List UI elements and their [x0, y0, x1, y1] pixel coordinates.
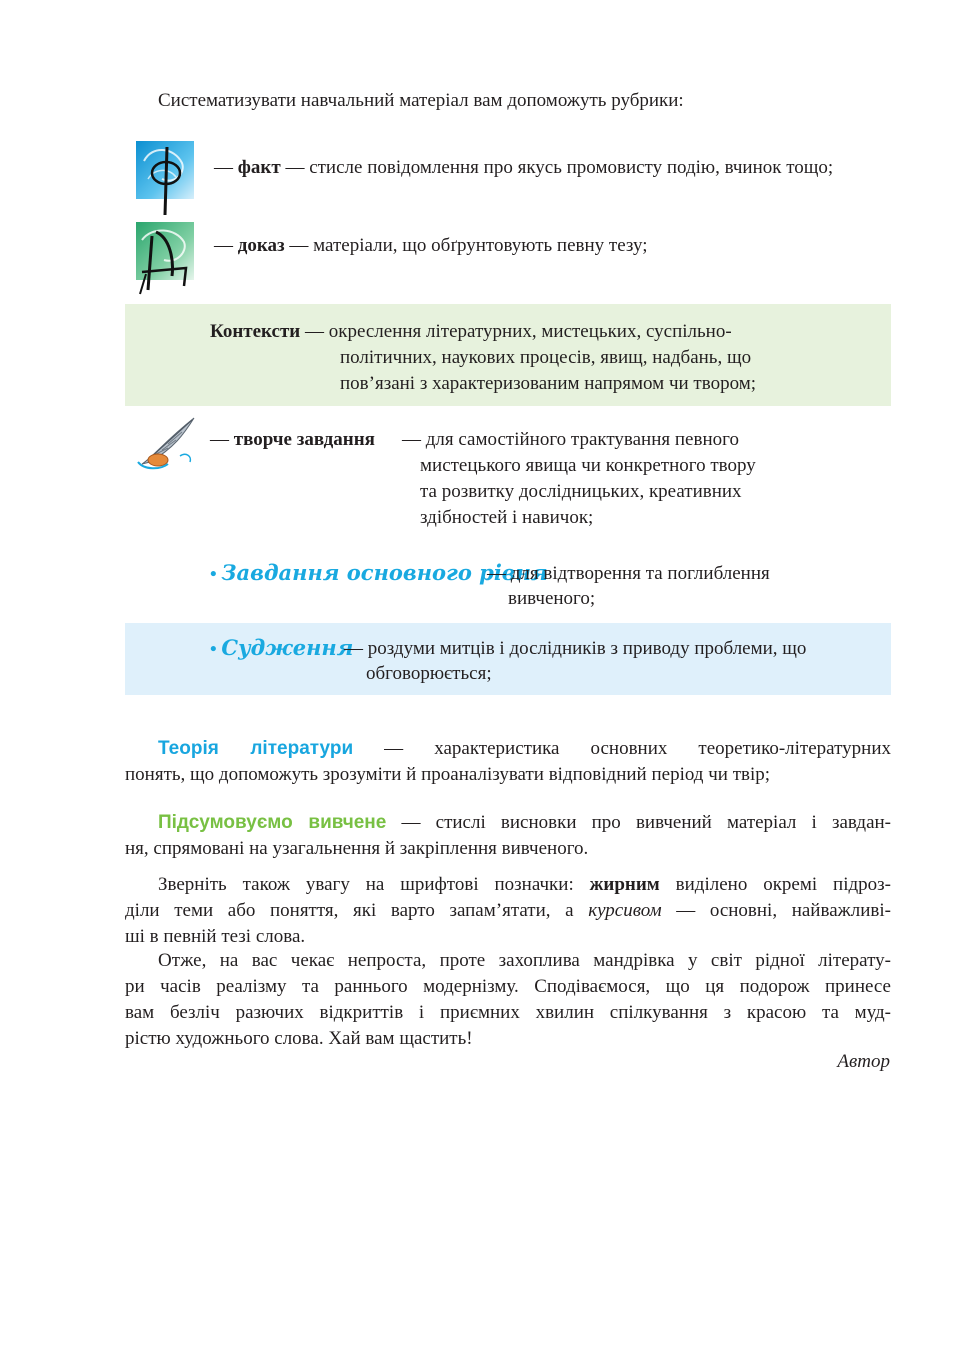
summary-line-1: [125, 810, 891, 836]
fact-description: [214, 155, 833, 181]
fact-desc: — стисле повідомлення про якусь промовисту подію, вчинок тощо;: [280, 157, 834, 178]
closing-line-4: рістю художнього слова. Хай вам щастить!: [125, 1028, 473, 1049]
fact-letter-f-icon: [134, 139, 200, 217]
basic-line-1: — для відтворення та поглиблення: [487, 563, 770, 584]
creative-dash: —: [210, 429, 234, 450]
contexts-text-1: окреслення літературних, мистецьких, суспільно-: [328, 321, 732, 342]
fonts-italic-word: курсивом: [588, 900, 662, 921]
contexts-dash: —: [300, 321, 329, 342]
judgments-term: Судження: [221, 635, 354, 660]
fonts-text-1b: виділено окремі підроз-: [659, 874, 891, 895]
basic-line-2: вивченого;: [508, 588, 596, 609]
creative-line-4: здібностей і навичок;: [420, 507, 594, 528]
basic-term: Завдання основного рівня: [221, 560, 548, 585]
judgments-line-1: — роздуми митців і дослідників з приводу проблеми, що: [344, 638, 807, 659]
proof-term: доказ: [237, 235, 285, 256]
judgments-term-wrap: [210, 635, 353, 663]
creative-line-1: — для самостійного трактування певного: [402, 429, 739, 450]
theory-text-1: — характеристика основних теоретико-літературних: [353, 738, 891, 759]
creative-term: творче завдання: [233, 429, 375, 450]
fact-dash: —: [214, 157, 238, 178]
contexts-line-2: політичних, наукових процесів, явищ, надбань, що: [340, 347, 752, 368]
quill-pen-icon: [134, 412, 200, 472]
judgments-line-2: обговорюється;: [366, 663, 492, 684]
fonts-text-2a: діли теми або поняття, які варто запам’ятати, а: [125, 900, 589, 921]
fonts-text-1a: Зверніть також увагу на шрифтові позначки:: [158, 874, 590, 895]
basic-bullet: •: [210, 564, 217, 585]
theory-line-1: [125, 736, 891, 762]
contexts-term: Контексти: [210, 321, 301, 342]
summary-line-2: ня, спрямовані на узагальнення й закріплення вивченого.: [125, 838, 589, 859]
fonts-line-3: ші в певній тезі слова.: [125, 926, 306, 947]
fonts-text-2b: — основні, найважливі-: [661, 900, 891, 921]
contexts-line-1: [210, 319, 732, 345]
creative-line-2: мистецького явища чи конкретного твору: [420, 455, 756, 476]
fact-term: факт: [237, 157, 281, 178]
creative-line-3: та розвитку дослідницьких, креативних: [420, 481, 742, 502]
summary-text-1: — стислі висновки про вивчений матеріал і завдан-: [386, 812, 892, 833]
theory-term: Теорія літератури: [158, 738, 354, 759]
fonts-line-1: [125, 872, 891, 898]
judgments-bullet: •: [210, 639, 217, 660]
proof-dash: —: [214, 235, 238, 256]
creative-term-wrap: [210, 427, 375, 453]
intro-text: Систематизувати навчальний матеріал вам допоможуть рубрики:: [158, 90, 684, 111]
summary-term: Підсумовуємо вивчене: [158, 812, 387, 833]
fonts-bold-word: жирним: [589, 874, 660, 895]
closing-line-1: Отже, на вас чекає непроста, проте захоплива мандрівка у світ рідної літерату-: [158, 950, 891, 971]
contexts-line-3: пов’язані з характеризованим напрямом чи твором;: [340, 373, 757, 394]
closing-line-2: ри часів реалізму та раннього модернізму. Сподіваємося, що ця подорож принесе: [125, 976, 891, 997]
proof-description: [214, 233, 648, 259]
author-signature: Автор: [837, 1051, 890, 1072]
closing-line-3: вам безліч разючих відкриттів і приємних хвилин спілкування з красою та муд-: [125, 1002, 891, 1023]
proof-letter-d-icon: [134, 220, 200, 296]
theory-line-2: понять, що допоможуть зрозуміти й проаналізувати відповідний період чи твір;: [125, 764, 771, 785]
proof-desc: — матеріали, що обґрунтовують певну тезу;: [284, 235, 648, 256]
fonts-line-2: [125, 898, 891, 924]
